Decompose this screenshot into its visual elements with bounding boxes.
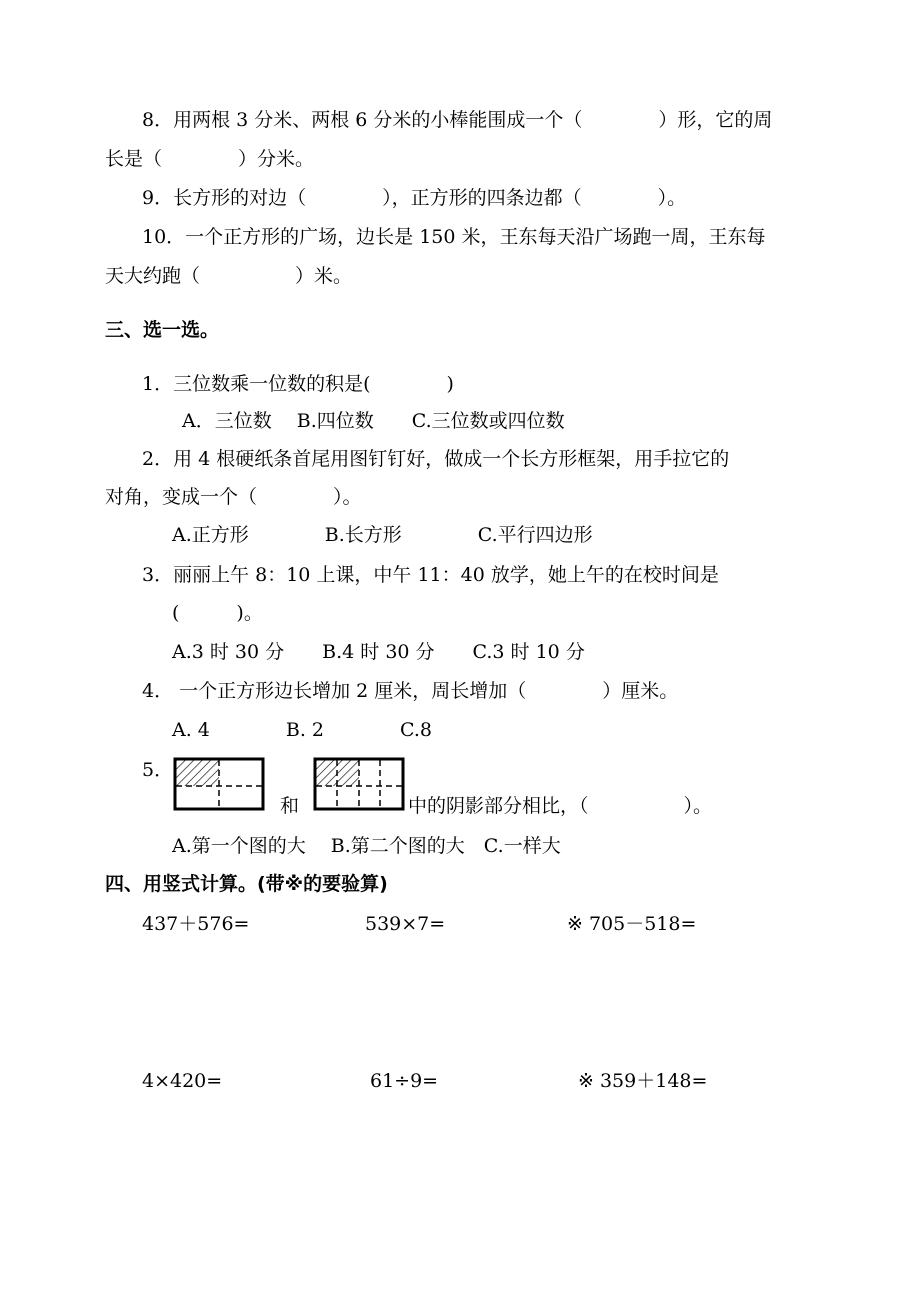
calc-5: 61÷9= (370, 1070, 439, 1092)
q9: 9．长方形的对边（ ），正方形的四条边都（ ）。 (142, 187, 687, 209)
figure-rect-2 (312, 756, 406, 812)
s3-q4-options: A. 4 B. 2 C.8 (172, 719, 433, 741)
s3-q3-stem-line2: ( )。 (172, 602, 263, 624)
calc-3: ※ 705－518= (567, 913, 697, 935)
s3-q1-stem: 1．三位数乘一位数的积是( ) (142, 373, 454, 395)
calc-1: 437＋576= (142, 913, 250, 935)
s3-q2-stem-line1: 2．用 4 根硬纸条首尾用图钉钉好，做成一个长方形框架，用手拉它的 (142, 448, 730, 470)
s3-q4-stem: 4． 一个正方形边长增加 2 厘米，周长增加（ ）厘米。 (142, 680, 679, 702)
s3-q1-options: A．三位数 B.四位数 C.三位数或四位数 (182, 410, 565, 432)
shaded-quarter (176, 760, 219, 786)
figure-rect-1 (172, 756, 266, 812)
q10-line2: 天大约跑（ ）米。 (105, 265, 353, 287)
s3-q3-stem-line1: 3．丽丽上午 8：10 上课，中午 11：40 放学，她上午的在校时间是 (142, 564, 719, 586)
s3-q5-options: A.第一个图的大 B.第二个图的大 C.一样大 (172, 835, 561, 857)
s3-q2-options: A.正方形 B.长方形 C.平行四边形 (172, 524, 593, 546)
s3-q2-stem-line2: 对角，变成一个（ ）。 (105, 486, 362, 508)
calc-6: ※ 359＋148= (578, 1070, 708, 1092)
q8-line2: 长是（ ）分米。 (105, 148, 315, 170)
q8-line1: 8．用两根 3 分米、两根 6 分米的小棒能围成一个（ ）形，它的周 (142, 109, 773, 131)
s3-q5-and: 和 (280, 795, 300, 817)
q10-line1: 10．一个正方形的广场，边长是 150 米，王东每天沿广场跑一周，王东每 (142, 226, 766, 248)
s3-q5-tail: 中的阴影部分相比，（ ）。 (408, 795, 713, 817)
section3-title: 三、选一选。 (105, 319, 220, 341)
s3-q3-options: A.3 时 30 分 B.4 时 30 分 C.3 时 10 分 (172, 641, 585, 663)
section4-title: 四、用竖式计算。(带※的要验算) (105, 873, 388, 895)
s3-q5-number: 5． (142, 759, 174, 781)
calc-4: 4×420= (142, 1070, 223, 1092)
calc-2: 539×7= (365, 913, 446, 935)
